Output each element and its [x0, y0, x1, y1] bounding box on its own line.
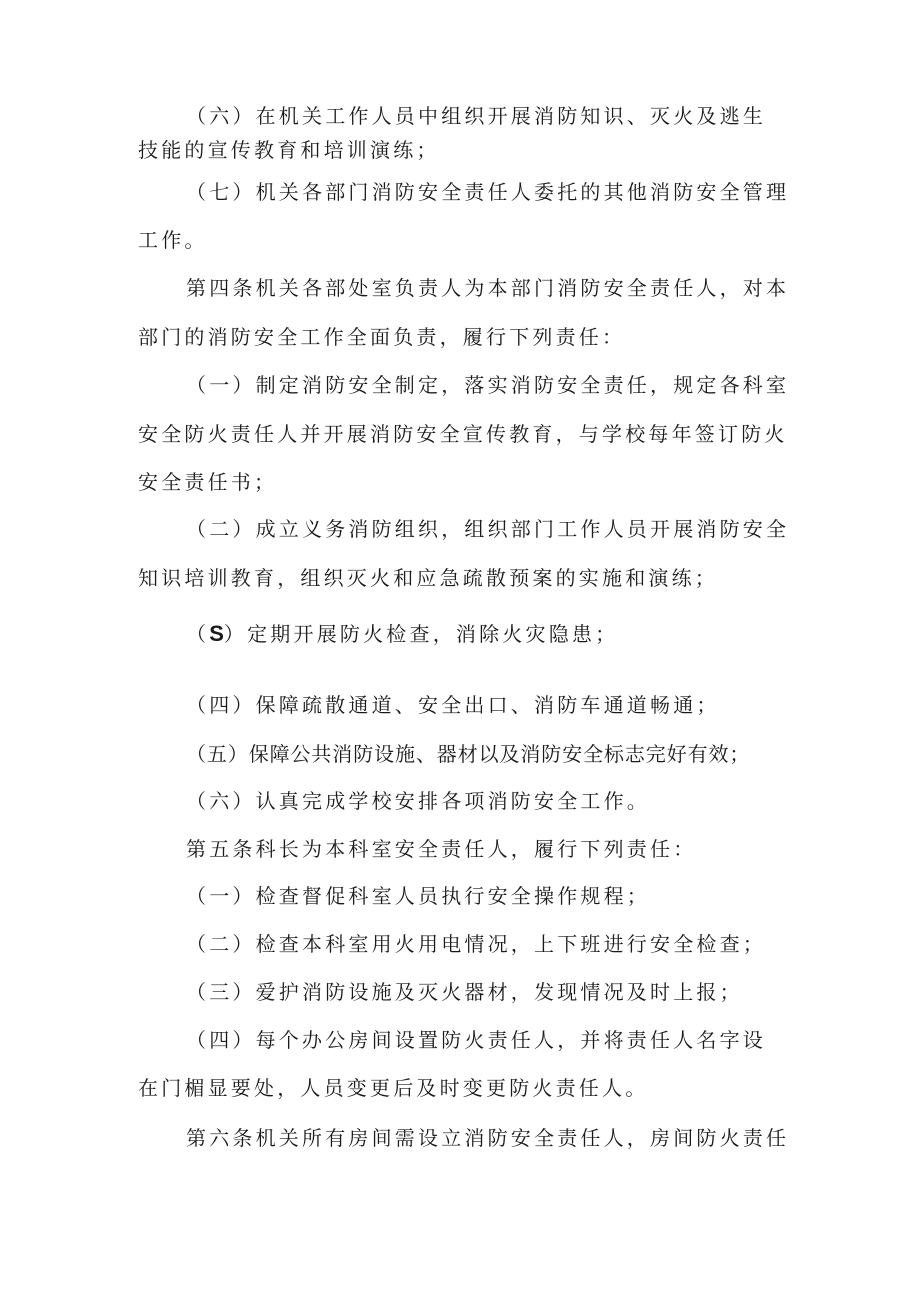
paragraph-line: 知识培训教育，组织灭火和应急疏散预案的实施和演练； [138, 566, 718, 590]
paragraph-line: （六）在机关工作人员中组织开展消防知识、灭火及逃生 [186, 104, 766, 128]
paragraph-line: （三）爱护消防设施及灭火器材，发现情况及时上报； [186, 980, 743, 1004]
paragraph-line: 工作。 [138, 228, 208, 252]
article-heading-line: 第五条科长为本科室安全责任人，履行下列责任： [186, 837, 697, 861]
paragraph-line: 部门的消防安全工作全面负责，履行下列责任： [138, 325, 626, 349]
paragraph-line: 安全防火责任人并开展消防安全宣传教育，与学校每年签订防火 [138, 422, 788, 446]
paragraph-line: （六）认真完成学校安排各项消防安全工作。 [186, 789, 650, 813]
ocr-letter-s: S [209, 621, 224, 646]
paragraph-line: （五）保障公共消防设施、器材以及消防安全标志完好有效； [186, 742, 751, 766]
paragraph-line: 安全责任书； [138, 470, 278, 494]
paragraph-line: （二）成立义务消防组织，组织部门工作人员开展消防安全 [186, 517, 790, 541]
paragraph-line: （七）机关各部门消防安全责任人委托的其他消防安全管理 [186, 180, 790, 204]
paragraph-line: （一）检查督促科室人员执行安全操作规程； [186, 884, 650, 908]
paragraph-line-ocr-s: （S）定期开展防火检查，消除火灾隐患； [186, 621, 619, 646]
paragraph-line: （二）检查本科室用火用电情况，上下班进行安全检查； [186, 932, 766, 956]
paragraph-line: （一）制定消防安全制定，落实消防安全责任，规定各科室 [186, 373, 790, 397]
article-heading-line: 第四条机关各部处室负责人为本部门消防安全责任人，对本 [186, 276, 790, 300]
paragraph-line: （四）保障疏散通道、安全出口、消防车通道畅通； [186, 693, 720, 717]
article-heading-line: 第六条机关所有房间需设立消防安全责任人，房间防火责任 [186, 1126, 790, 1150]
paragraph-line: 技能的宣传教育和培训演练； [138, 138, 440, 162]
paragraph-line: （四）每个办公房间设置防火责任人，并将责任人名字设 [186, 1028, 766, 1052]
paragraph-line: 在门楣显要处，人员变更后及时变更防火责任人。 [138, 1076, 649, 1100]
